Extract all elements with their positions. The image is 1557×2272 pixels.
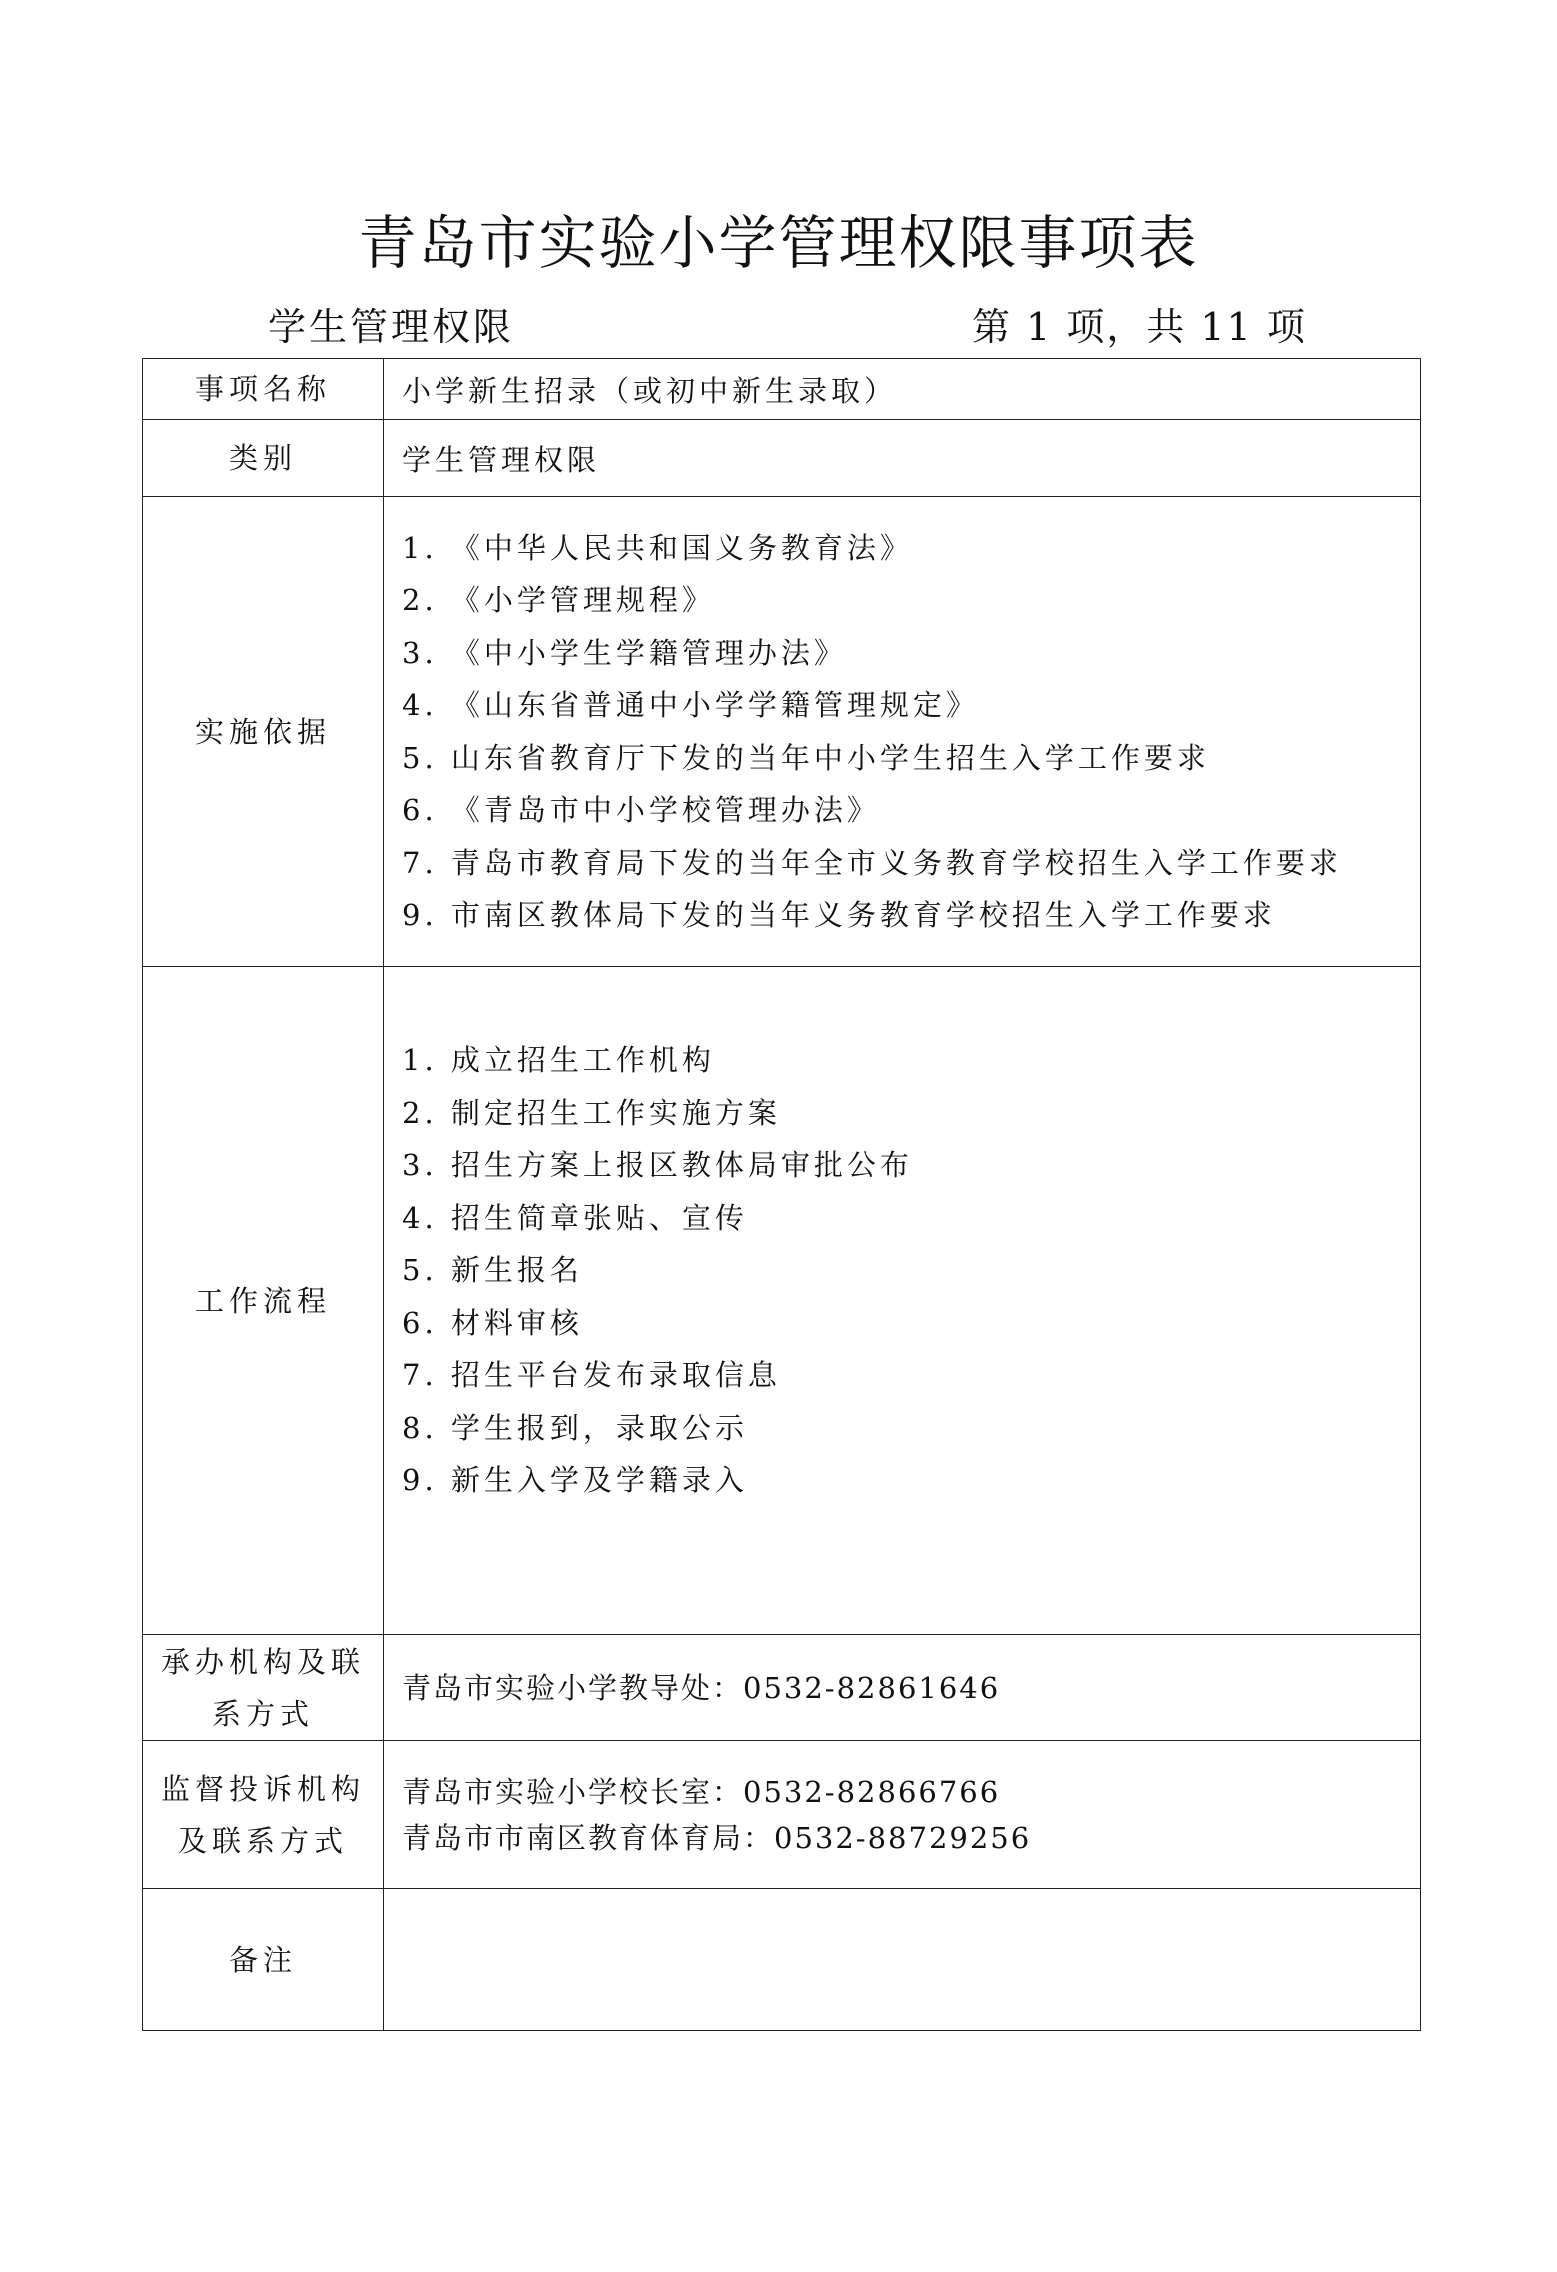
row-item-name: [143, 359, 1421, 420]
row-organizer: [143, 1635, 1421, 1741]
supervision-contact: 青岛市市南区教育体育局：0532-88729256: [402, 1820, 1032, 1855]
organizer-cell: [384, 1635, 1421, 1741]
category-label: 类别: [143, 420, 384, 497]
organizer-label-line: 系方式: [211, 1696, 314, 1731]
item-name-label: 事项名称: [143, 359, 384, 420]
list-item: 5. 新生报名: [402, 1253, 583, 1288]
basis-label: 实施依据: [143, 497, 384, 967]
supervision-contact: 青岛市实验小学校长室：0532-82866766: [402, 1774, 1001, 1809]
list-item: 6. 材料审核: [402, 1305, 583, 1340]
row-category: [143, 420, 1421, 497]
list-item: 5. 山东省教育厅下发的当年中小学生招生入学工作要求: [402, 740, 1210, 775]
organizer-value: [384, 1665, 1420, 1711]
row-basis: [143, 497, 1421, 967]
process-cell: [384, 967, 1421, 1635]
remarks-label: 备注: [143, 1889, 384, 2031]
item-name-cell: [384, 359, 1421, 420]
row-supervision: [143, 1741, 1421, 1889]
list-item: 1. 成立招生工作机构: [402, 1043, 715, 1078]
process-label: 工作流程: [143, 967, 384, 1635]
list-item: 3. 《中小学生学籍管理办法》: [402, 635, 847, 670]
document-title: 青岛市实验小学管理权限事项表: [358, 209, 1199, 277]
organizer-contact: 青岛市实验小学教导处：0532-82861646: [402, 1670, 1001, 1705]
item-counter: 第 1 项，共 11 项: [972, 305, 1307, 349]
row-process: [143, 967, 1421, 1635]
organizer-label-line: 承办机构及联: [160, 1644, 365, 1679]
supervision-label-line: 监督投诉机构: [160, 1771, 365, 1806]
item-name-value: 小学新生招录（或初中新生录取）: [402, 373, 898, 408]
category-heading: 学生管理权限: [268, 305, 515, 349]
list-item: 1. 《中华人民共和国义务教育法》: [402, 530, 913, 565]
list-item: 9. 新生入学及学籍录入: [402, 1463, 748, 1498]
remarks-cell: [384, 1889, 1421, 2031]
organizer-label: [143, 1635, 384, 1741]
basis-cell: [384, 497, 1421, 967]
basis-list: [384, 522, 1420, 942]
supervision-label-line: 及联系方式: [177, 1823, 348, 1858]
list-item: 3. 招生方案上报区教体局审批公布: [402, 1148, 913, 1183]
authority-table: [142, 358, 1421, 2031]
list-item: 6. 《青岛市中小学校管理办法》: [402, 793, 880, 827]
list-item: 9. 市南区教体局下发的当年义务教育学校招生入学工作要求: [402, 898, 1276, 932]
list-item: 7. 招生平台发布录取信息: [402, 1358, 781, 1393]
supervision-values: [384, 1769, 1420, 1861]
list-item: 4. 《山东省普通中小学学籍管理规定》: [402, 688, 979, 722]
process-list: [384, 1034, 1420, 1567]
row-remarks: [143, 1889, 1421, 2031]
list-item: 4. 招生简章张贴、宣传: [402, 1200, 748, 1235]
list-item: 2. 制定招生工作实施方案: [402, 1095, 781, 1130]
category-cell: [384, 420, 1421, 497]
supervision-label: [143, 1741, 384, 1889]
category-value: 学生管理权限: [402, 442, 601, 477]
list-item: 7. 青岛市教育局下发的当年全市义务教育学校招生入学工作要求: [402, 845, 1342, 880]
list-item: 2. 《小学管理规程》: [402, 583, 715, 617]
list-item: 8. 学生报到，录取公示: [402, 1410, 748, 1445]
supervision-cell: [384, 1741, 1421, 1889]
